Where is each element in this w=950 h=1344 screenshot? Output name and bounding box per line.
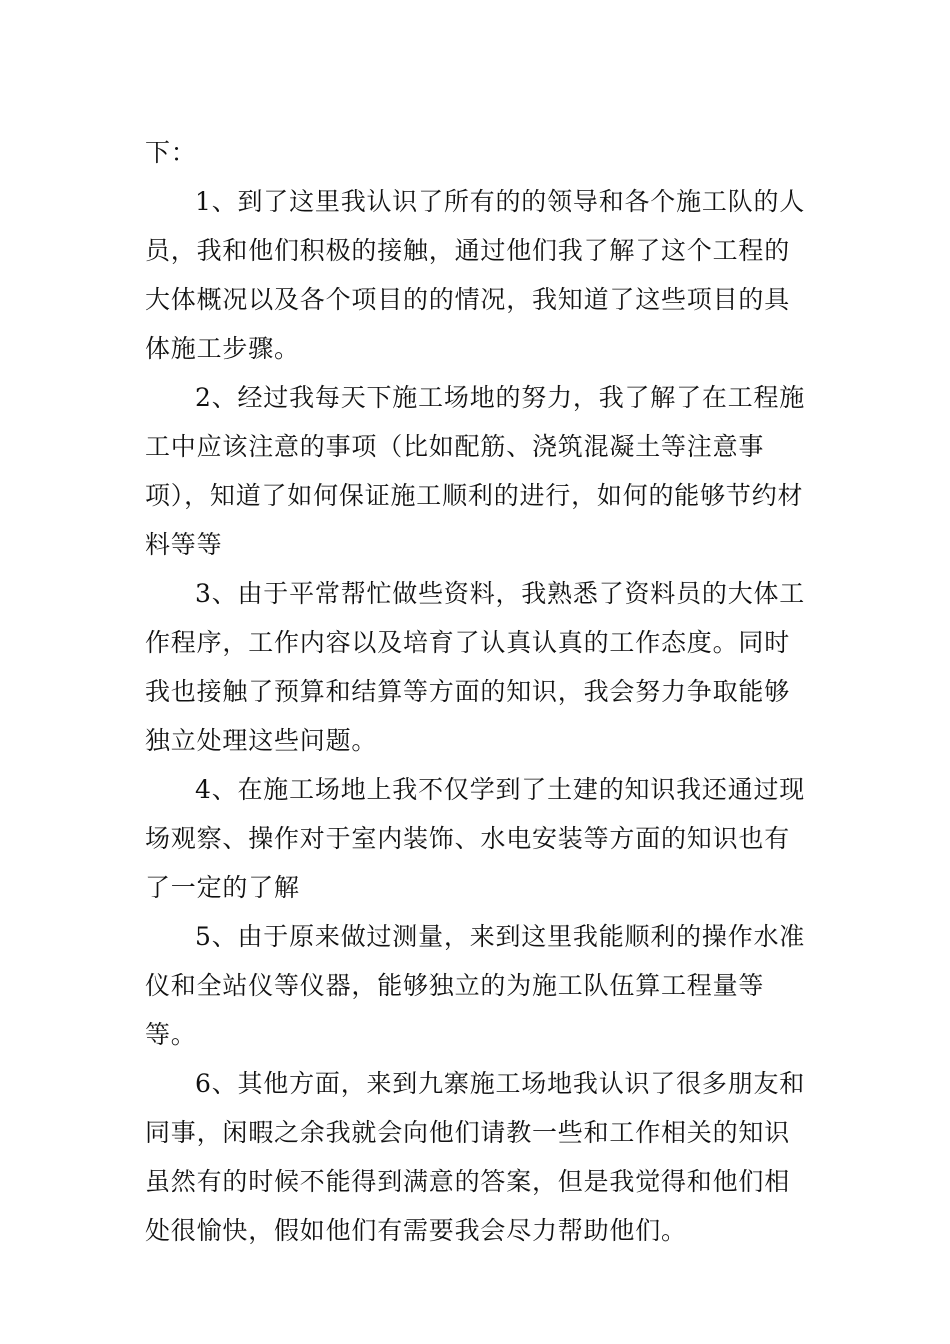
paragraph-4: 4、在施工场地上我不仅学到了土建的知识我还通过现场观察、操作对于室内装饰、水电安装等方面的知识也有了一定的了解 xyxy=(145,775,806,902)
paragraph-1: 1、到了这里我认识了所有的的领导和各个施工队的人员，我和他们积极的接触，通过他们我了解了这个工程的大体概况以及各个项目的的情况，我知道了这些项目的具体施工步骤。 xyxy=(145,187,806,363)
paragraph-6: 6、其他方面，来到九寨施工场地我认识了很多朋友和同事，闲暇之余我就会向他们请教一些和工作相关的知识虽然有的时候不能得到满意的答案，但是我觉得和他们相处很愉快，假如他们有需要我会尽力帮助他们。 xyxy=(145,1069,806,1245)
document-body xyxy=(145,128,810,1255)
paragraph-3: 3、由于平常帮忙做些资料，我熟悉了资料员的大体工作程序，工作内容以及培育了认真认真的工作态度。同时我也接触了预算和结算等方面的知识，我会努力争取能够独立处理这些问题。 xyxy=(145,579,806,755)
paragraph-5: 5、由于原来做过测量，来到这里我能顺利的操作水准仪和全站仪等仪器，能够独立的为施工队伍算工程量等等。 xyxy=(145,922,806,1049)
paragraph-2: 2、经过我每天下施工场地的努力，我了解了在工程施工中应该注意的事项（比如配筋、浇筑混凝土等注意事项），知道了如何保证施工顺利的进行，如何的能够节约材料等等 xyxy=(145,383,806,559)
lead-line: 下： xyxy=(145,138,197,167)
